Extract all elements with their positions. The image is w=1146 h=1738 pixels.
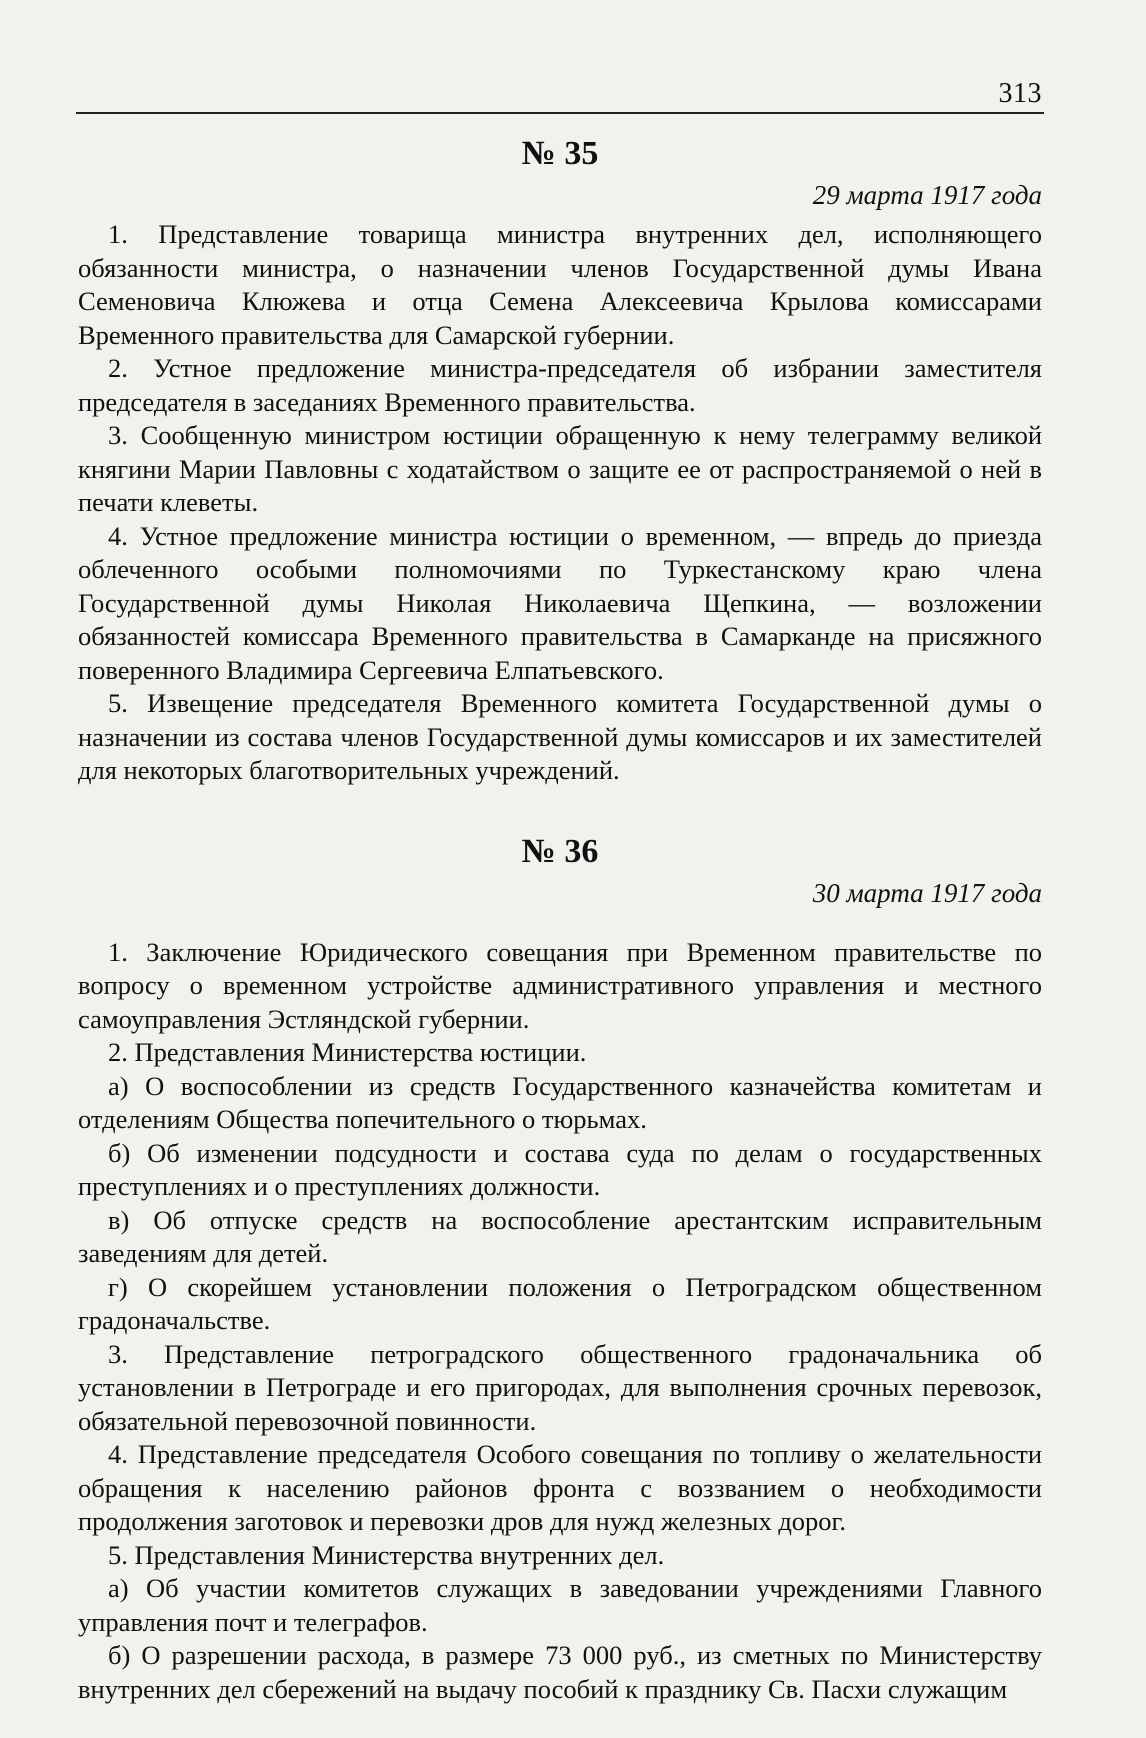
section-number: № 36: [521, 832, 599, 870]
paragraph: в) Об отпуске средств на воспособление арестантским исправительным заведениям для детей.: [78, 1204, 1042, 1268]
header-rule: [76, 112, 1044, 114]
paragraph: 3. Представление петроградского общественного градоначальника об установлении в Петрограде и его пригородах, для выполнения срочных перевозок, обязательной перевозочной повинности.: [78, 1338, 1042, 1436]
paragraph: а) Об участии комитетов служащих в заведовании учреждениями Главного управления почт и телеграфов.: [78, 1573, 1042, 1637]
paragraph: б) Об изменении подсудности и состава суда по делам о государственных преступлениях и о преступлениях должности.: [78, 1137, 1042, 1201]
paragraph: а) О воспособлении из средств Государственного казначейства комитетам и отделениям Общества попечительного о тюрьмах.: [78, 1070, 1042, 1134]
paragraph: 1. Представление товарища министра внутренних дел, исполняющего обязанности министра, о назначении членов Государственной думы Ивана Семеновича Клюжева и отца Семена Алексеевича Крылова комиссарами Временного правительства для Самарской губернии.: [78, 219, 1042, 350]
section-date: 29 марта 1917 года: [812, 180, 1042, 210]
paragraph: 3. Сообщенную министром юстиции обращенную к нему телеграмму великой княгини Марии Павловны с ходатайством о защите ее от распространяемой о ней в печати клеветы.: [78, 420, 1042, 517]
paragraph: 4. Устное предложение министра юстиции о временном, — впредь до приезда облеченного особыми полномочиями по Туркестанскому краю члена Государственной думы Николая Николаевича Щепкина, — возложении обязанностей комиссара Временного правительства в Самарканде на присяжного поверенного Владимира Сергеевича Елпатьевского.: [78, 520, 1042, 685]
page-number: 313: [998, 78, 1042, 109]
section-36: [78, 832, 1042, 1707]
section-number: № 35: [521, 135, 599, 172]
section-date: 30 марта 1917 года: [812, 877, 1042, 908]
document-body: [78, 128, 1042, 1706]
paragraph: 2. Устное предложение министра-председателя об избрании заместителя председателя в заседаниях Временного правительства.: [78, 353, 1042, 417]
paragraph: 5. Представления Министерства внутренних дел.: [108, 1539, 665, 1570]
section-35: [78, 134, 1042, 788]
paragraph: 2. Представления Министерства юстиции.: [108, 1037, 587, 1067]
paragraph: г) О скорейшем установлении положения о Петроградском общественном градоначальстве.: [78, 1271, 1042, 1335]
paragraph: б) О разрешении расхода, в размере 73 000 руб., из сметных по Министерству внутренних дел сбережений на выдачу пособий к празднику Св. Пасхи служащим: [78, 1640, 1042, 1704]
paragraph: 1. Заключение Юридического совещания при Временном правительстве по вопросу о временном устройстве административного управления и местного самоуправления Эстляндской губернии.: [78, 936, 1042, 1034]
paragraph: 4. Представление председателя Особого совещания по топливу о желательности обращения к населению районов фронта с воззванием о необходимости продолжения заготовок и перевозки дров для нужд железных дорог.: [78, 1439, 1042, 1536]
paragraph: 5. Извещение председателя Временного комитета Государственной думы о назначении из состава членов Государственной думы комиссаров и их заместителей для некоторых благотворительных учреждений.: [78, 688, 1042, 785]
